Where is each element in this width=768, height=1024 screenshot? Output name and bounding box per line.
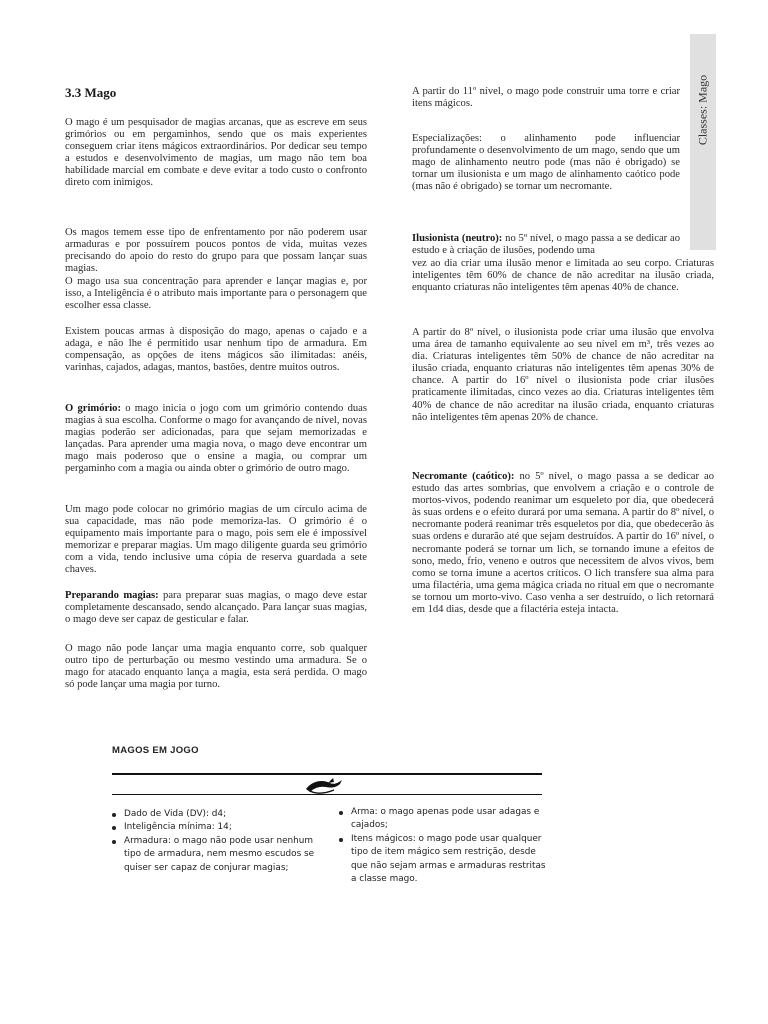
side-tab — [690, 34, 716, 250]
paragraph-concentration: O mago usa sua concentração para aprender e lançar magias e, por isso, a Inteligência é o atributo mais importante para o personagem que escolher essa classe. — [65, 276, 367, 312]
list-item: Itens mágicos: o mago pode usar qualquer tipo de item mágico sem restrição, desde que não sejam armas e armaduras restritas a classe mago. — [337, 833, 551, 887]
illusionist-text-a: no 5º nível, o mago passa a se dedicar ao estudo e à criação de ilusões, podendo uma — [412, 233, 680, 257]
list-item: Inteligência mínima: 14; — [110, 821, 330, 834]
paragraph-weapons: Existem poucas armas à disposição do mago, apenas o cajado e a adaga, e não lhe é permitido usar nenhum tipo de armadura. Em compensação, as opções de itens mágicos são ilimitadas: anéis, varinhas, cajados, adagas, mantos, bastões, dentre muitos outros. — [65, 326, 367, 374]
paragraph-preparing — [65, 590, 367, 626]
paragraph-illusionist — [412, 233, 680, 257]
paragraph-fear: Os magos temem esse tipo de enfrentamento por não poderem usar armaduras e por possuírem poucos pontos de vida, muitas vezes precisando do apoio do resto do grupo para que possam lançar suas magias. — [65, 227, 367, 275]
preparing-text: para preparar suas magias, o mago deve estar completamente descansado, sendo alcançado. Para lançar suas magias, o mago deve ser capaz de gesticular e falar. — [65, 590, 367, 626]
paragraph-illusionist-levels: A partir do 8º nível, o ilusionista pode criar uma ilusão que envolva uma área de tamanho equivalente ao seu nível em m³, três vezes ao dia. Criaturas inteligentes têm 50% de chance de não acreditar na ilusão criada, enquanto criaturas não inteligentes têm apenas 30% de chance. A partir do 16º nível o ilusionista pode criar ilusões praticamente ilimitadas, cinco vezes ao dia. Criaturas inteligentes têm 40% de chance de não acreditar na ilusão criada, enquanto criaturas não inteligentes têm apenas 20% de chance. — [412, 327, 714, 423]
paragraph-grimoire — [65, 403, 367, 476]
side-tab-label: Classes: Mago — [695, 74, 710, 146]
paragraph-grimoire-capacity: Um mago pode colocar no grimório magias de um círculo acima de sua capacidade, mas não pode memoriza-las. O grimório é o equipamento mais importante para o mago, pois sem ele é impossível memorizar e preparar magias. Um mago diligente guarda seu grimório com a vida, tendo inclusive uma cópia de reserva guardada a sete chaves. — [65, 504, 367, 576]
section-title: 3.3 Mago — [65, 85, 117, 100]
necromancer-text: no 5º nível, o mago passa a se dedicar ao estudo das artes sombrias, que envolvem a criação e o controle de mortos-vivos, podendo reanimar um esqueleto por dia, que obedecerá às suas ordens e o efeito durará por uma semana. A partir do 8º nível, o necromante poderá reanimar três esqueletos por dia, que obedecerão às suas ordens e durarão até que sejam destruídos. A partir do 16º nível, o necromante poderá se tornar um lich, se tornando imune a efeitos de sono, medo, frio, veneno e outros que necessitem de alvos vivos, bem como se torna imune a acertos críticos. O lich transfere sua alma para uma filactéria, uma gema mágica criada no ritual em que o necromante se tornou um morto-vivo. Caso venha a ser destruído, o lich retornará em 1d4 dias, desde que a filactéria esteja intacta. — [412, 471, 715, 616]
paragraph-illusionist-cont: vez ao dia criar uma ilusão menor e limitada ao seu corpo. Criaturas inteligentes têm 60% de chance de não acreditar na ilusão criada, enquanto criaturas não inteligentes têm apenas 40% de chance. — [412, 258, 714, 294]
list-item: Armadura: o mago não pode usar nenhum tipo de armadura, nem mesmo escudos se quiser ser capaz de conjurar magias; — [110, 835, 330, 875]
paragraph-intro: O mago é um pesquisador de magias arcanas, que as escreve em seus grimórios ou em pergaminhos, sendo que os mais experientes conseguem criar itens mágicos extraordinários. Por dedicar seu tempo a estudos e desenvolvimento de magias, um mago não tem boa habilidade marcial em combate e deve evitar a todo custo o confronto direto com inimigos. — [65, 117, 367, 189]
illusionist-heading: Ilusionista (neutro): — [412, 233, 503, 244]
list-item: Dado de Vida (DV): d4; — [110, 808, 330, 821]
box-list-left — [110, 808, 330, 875]
box-title: MAGOS EM JOGO — [112, 745, 199, 756]
grimoire-heading: O grimório: — [65, 403, 122, 414]
paragraph-tower: A partir do 11º nível, o mago pode construir uma torre e criar itens mágicos. — [412, 86, 680, 110]
box-list-right — [337, 806, 551, 886]
list-item: Arma: o mago apenas pode usar adagas e cajados; — [337, 806, 551, 833]
paragraph-specializations: Especializações: o alinhamento pode influenciar profundamente o desenvolvimento de um mago, sendo que um mago de alinhamento neutro pode (mas não é obrigado) se tornar um ilusionista e um mago de alinhamento caótico pode (mas não é obrigado) se tornar um necromante. — [412, 133, 680, 193]
bottom-rule — [112, 794, 542, 795]
grimoire-text: o mago inicia o jogo com um grimório contendo duas magias à sua escolha. Conforme o mago for avançando de nível, novas magias poderão ser adicionadas, para que sejam memorizadas e lançadas. Para aprender uma magia nova, o mago deve encontrar um mago mais poderoso que o ensine a magia, ou comprar um pergaminho com a magia ou ainda obter o grimório de outro mago. — [65, 403, 367, 475]
necromancer-heading: Necromante (caótico): — [412, 471, 515, 482]
paragraph-casting-limits: O mago não pode lançar uma magia enquanto corre, sob qualquer outro tipo de perturbação ou mesmo vestindo uma armadura. Se o mago for atacado enquanto lança a magia, esta será perdida. O mago só pode lançar uma magia por turno. — [65, 643, 367, 691]
paragraph-necromancer — [412, 471, 714, 616]
preparing-heading: Preparando magias: — [65, 590, 159, 601]
